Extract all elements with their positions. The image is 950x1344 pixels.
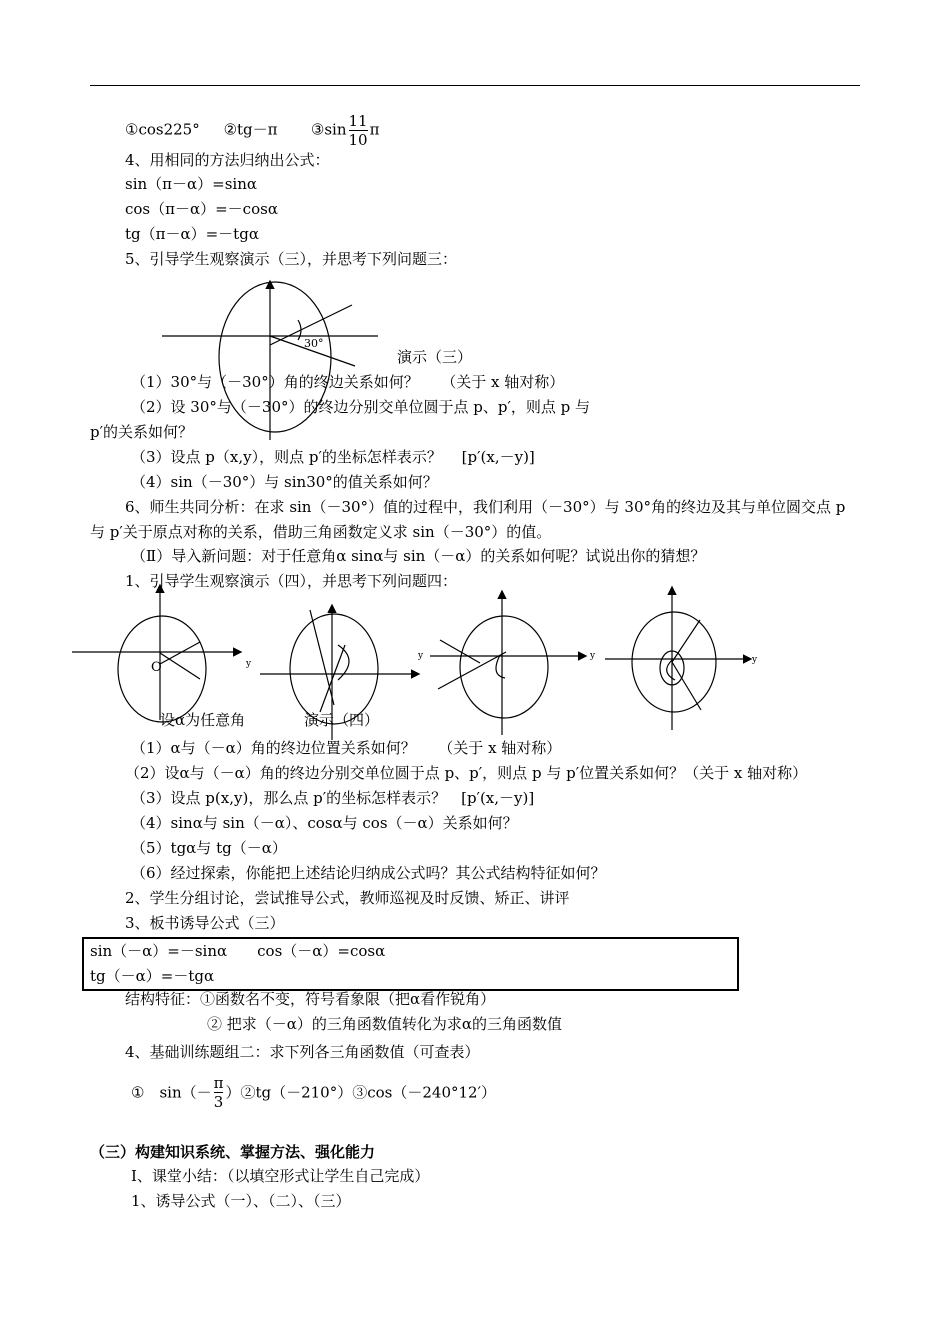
text-line: 5、引导学生观察演示（三），并思考下列问题三：: [125, 250, 458, 268]
axis-label: y: [418, 651, 424, 661]
axis-label: y: [246, 659, 252, 669]
question: （3）设点 p（x,y），则点 p′的坐标怎样表示？ [p′(x,－y)]: [131, 448, 535, 466]
angle-label: 30°: [304, 337, 324, 350]
exercise-line-2: ① sin（－ $\frac{\pi}{3}$ ）②tg（－210°）③cos（－240°12′）: [131, 1074, 496, 1111]
question: （1）30°与（－30°）角的终边关系如何？ （关于 x 轴对称）: [131, 373, 565, 391]
caption: 设α为任意角: [160, 711, 246, 729]
question: （4）sin（－30°）与 sin30°的值关系如何？: [131, 473, 438, 491]
origin-label: O: [151, 660, 162, 675]
exercise-1: ①cos225°: [125, 120, 200, 139]
question: p′的关系如何？: [90, 423, 194, 441]
question: （6）经过探索，你能把上述结论归纳成公式吗？其公式结构特征如何？: [131, 864, 606, 882]
boxed-formula: tg（－α）=－tgα: [90, 967, 215, 985]
text-line: 2、学生分组讨论，尝试推导公式，教师巡视及时反馈、矫正、讲评: [125, 889, 570, 907]
question: （1）α与（－α）角的终边位置关系如何？ （关于 x 轴对称）: [131, 739, 562, 757]
question: （2）设 30°与（－30°）的终边分别交单位圆于点 p、p′，则点 p 与: [131, 398, 591, 416]
axis-label: y: [752, 655, 758, 665]
question: （4）sinα与 sin（－α）、cosα与 cos（－α）关系如何？: [131, 814, 518, 832]
demo4-diagram-1: [72, 586, 240, 722]
demo4-caption: 演示（四）: [304, 711, 380, 729]
axis-label: y: [590, 651, 596, 661]
formula: cos（π－α）=－cosα: [125, 200, 278, 218]
exercise-3: ③sin: [310, 120, 347, 139]
question: （3）设点 p(x,y)，那么点 p′的坐标怎样表示？ [p′(x,－y)]: [131, 789, 535, 807]
fraction: $\frac{11}{10}$: [348, 112, 368, 149]
text-line: Ⅰ、课堂小结：（以填空形式让学生自己完成）: [131, 1167, 430, 1185]
boxed-formula: sin（－α）=－sinα cos（－α）=cosα: [90, 942, 386, 960]
text-line: 1、诱导公式（一）、（二）、（三）: [131, 1192, 351, 1210]
text-line: 6、师生共同分析：在求 sin（－30°）值的过程中，我们利用（－30°）与 30°角的终边及其与单位圆交点 p: [125, 498, 846, 516]
demo3-caption: 演示（三）: [397, 348, 473, 366]
demo4-diagram-3: [430, 592, 585, 735]
text-line: 4、用相同的方法归纳出公式：: [125, 151, 330, 169]
section-heading: （三）构建知识系统、掌握方法、强化能力: [90, 1143, 376, 1161]
text-line: 结构特征：①函数名不变，符号看象限（把α看作锐角）: [125, 990, 496, 1008]
text-line: 与 p′关于原点对称的关系，借助三角函数定义求 sin（－30°）的值。: [90, 523, 552, 541]
text-line: 4、基础训练题组二：求下列各三角函数值（可查表）: [125, 1043, 480, 1061]
text-line: 3、板书诱导公式（三）: [125, 914, 285, 932]
pi: π: [369, 120, 380, 139]
formula: tg（π－α）=－tgα: [125, 225, 259, 243]
question: （2）设α与（－α）角的终边分别交单位圆于点 p、p′，则点 p 与 p′位置关系如何？（关于 x 轴对称）: [125, 764, 808, 782]
text-line: （Ⅱ）导入新问题：对于任意角α sinα与 sin（－α）的关系如何呢？试说出你的猜想？: [131, 547, 706, 565]
fraction: $\frac{\pi}{3}$: [213, 1074, 224, 1111]
exercise-2: ②tg－π: [223, 120, 278, 139]
text-line: ② 把求（－α）的三角函数值转化为求α的三角函数值: [207, 1015, 563, 1033]
formula: sin（π－α）=sinα: [125, 175, 257, 193]
demo4-diagram-4: [605, 588, 750, 730]
question: （5）tgα与 tg（－α）: [131, 839, 287, 857]
text-line: 1、引导学生观察演示（四），并思考下列问题四：: [125, 572, 458, 590]
